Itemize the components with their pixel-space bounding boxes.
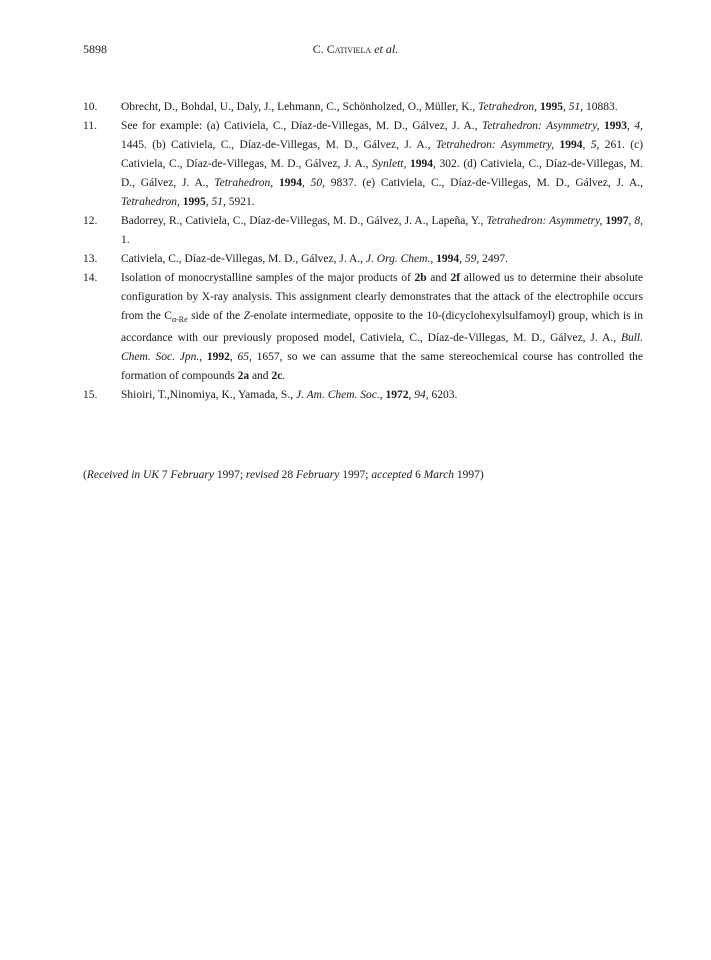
reference-text: Shioiri, T.,Ninomiya, K., Yamada, S., J. Am. Chem. Soc., 1972, 94, 6203. [121, 389, 458, 401]
reference-number: 13. [83, 253, 98, 265]
page-number: 5898 [83, 42, 107, 56]
reference-number: 12. [83, 215, 98, 227]
reference-text: Badorrey, R., Cativiela, C., Díaz-de-Villegas, M. D., Gálvez, J. A., Lapeña, Y., Tetrahedron: Asymmetry, 1997, 8, 1. [121, 215, 643, 246]
received-dates: (Received in UK 7 February 1997; revised 28 February 1997; accepted 6 March 1997) [83, 469, 484, 481]
page-header [0, 42, 711, 62]
reference-14 [83, 269, 643, 386]
running-title [0, 42, 711, 57]
reference-number: 10. [83, 101, 98, 113]
reference-text: Isolation of monocrystalline samples of the major products of 2b and 2f allowed us to determine their absolute configuration by X-ray analysis. This assignment clearly demonstrates that the attack of the electrophile occurs from the $C_{\alpha-Re}$ side of the Z-enolate intermediate, opposite to the 10-(dicyclohexylsulfamoyl) group, which is in accordance with our previously proposed model, Cativiela, C., Díaz-de-Villegas, M. D., Gálvez, J. A., Bull. Chem. Soc. Jpn., 1992, 65, 1657, so we can assume that the same stereochemical course has controlled the formation of compounds 2a and 2c. [121, 272, 644, 382]
reference-15 [83, 386, 643, 405]
reference-13 [83, 250, 643, 269]
references-list [83, 98, 643, 405]
reference-number: 15. [83, 389, 98, 401]
running-title-author: C. Cativiela [312, 42, 372, 56]
reference-number: 14. [83, 272, 98, 284]
reference-10 [83, 98, 643, 117]
reference-text: Obrecht, D., Bohdal, U., Daly, J., Lehmann, C., Schönholzed, O., Müller, K., Tetrahedron, 1995, 51, 10883. [121, 101, 618, 113]
reference-number: 11. [83, 120, 97, 132]
reference-12 [83, 212, 643, 250]
running-title-et-al: et al. [374, 42, 399, 56]
reference-text: See for example: (a) Cativiela, C., Díaz-de-Villegas, M. D., Gálvez, J. A., Tetrahedron: Asymmetry, 1993, 4, 1445. (b) Cativiela, C., Díaz-de-Villegas, M. D., Gálvez, J. A., Tetrahedron: Asymmetry, 1994, 5, 261. (c) Cativiela, C., Díaz-de-Villegas, M. D., Gálvez, J. A., Synlett, 1994, 302. (d) Cativiela, C., Díaz-de-Villegas, M. D., Gálvez, J. A., Tetrahedron, 1994, 50, 9837. (e) Cativiela, C., Díaz-de-Villegas, M. D., Gálvez, J. A., Tetrahedron, 1995, 51, 5921. [121, 120, 644, 208]
reference-text: Cativiela, C., Díaz-de-Villegas, M. D., Gálvez, J. A., J. Org. Chem., 1994, 59, 2497. [121, 253, 508, 265]
reference-11 [83, 117, 643, 212]
